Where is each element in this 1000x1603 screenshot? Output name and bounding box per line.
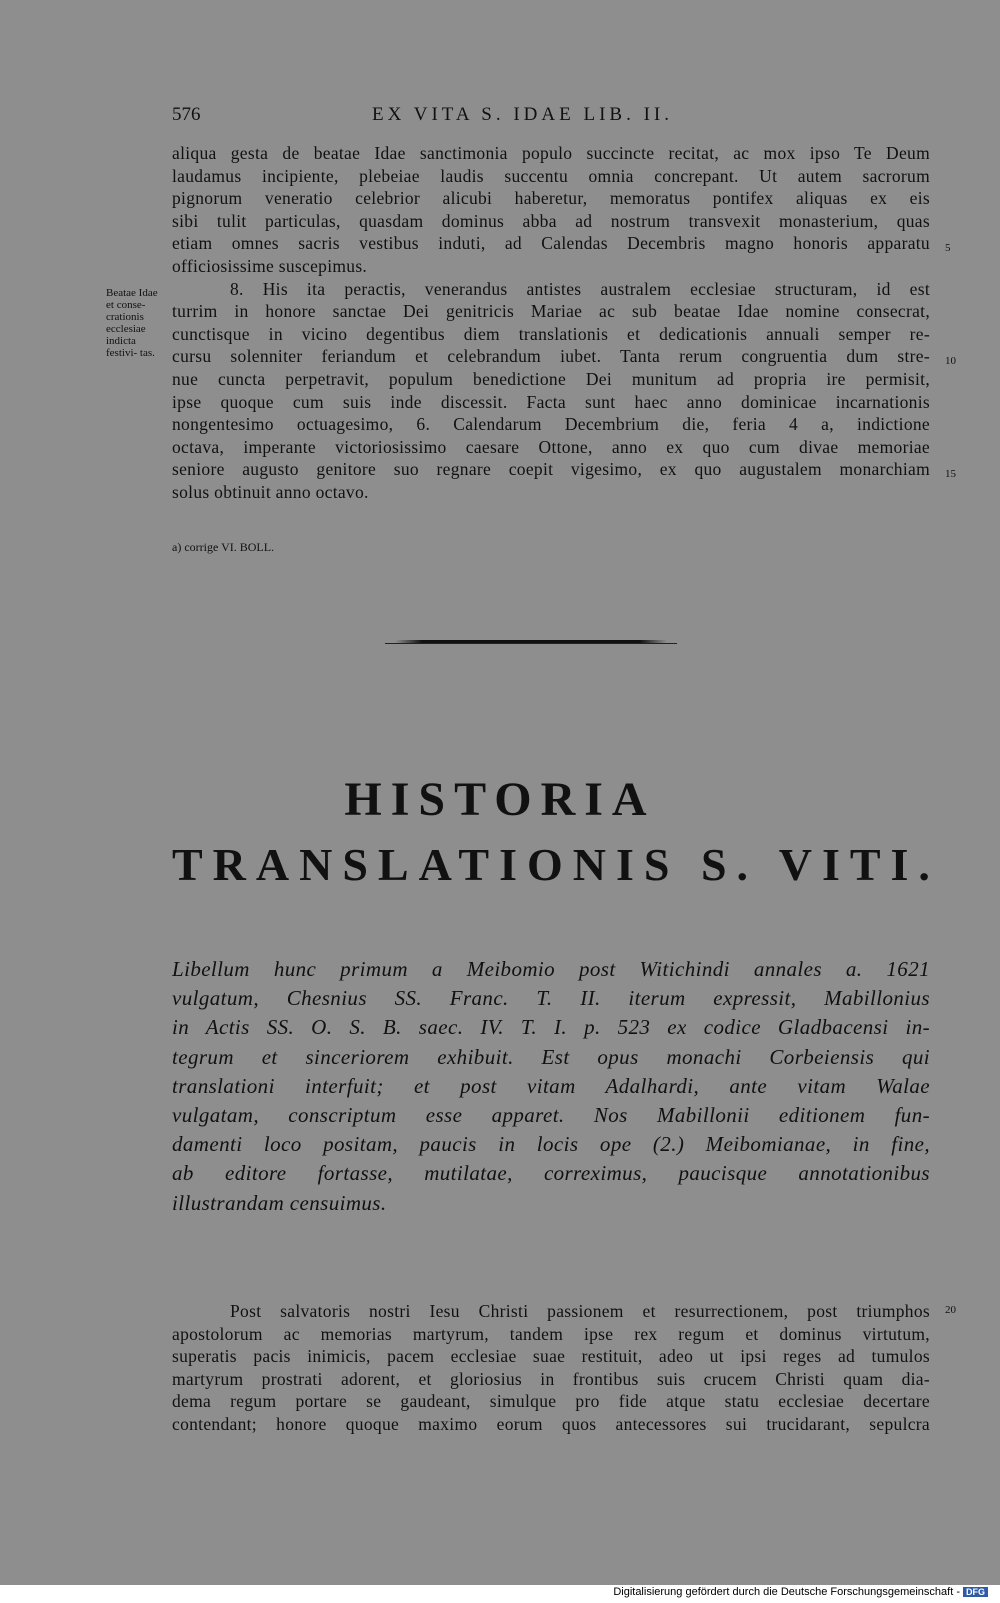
text-line: pignorum veneratio celebrior alicubi haberetur, memoratus pontifex aliquas ex eis [172, 188, 930, 209]
intro-line: translationi interfuit; et post vitam Adalhardi, ante vitam Walae [172, 1073, 930, 1098]
text-line: superatis pacis inimicis, pacem ecclesiae suae restituit, adeo ut ipsi reges ad tumulos [172, 1346, 930, 1367]
intro-line: Libellum hunc primum a Meibomio post Witichindi annales a. 1621 [172, 957, 930, 981]
text-line: cursu solenniter feriandum et celebrandum iubet. Tanta rerum congruentia dum stre- [172, 346, 930, 367]
line-number: 15 [945, 468, 956, 480]
text-line: contendant; honore quoque maximo eorum quos antecessores sui trucidarant, sepulcra [172, 1413, 930, 1434]
text-line: laudamus incipiente, plebeiae laudis succentu omnia concrepant. Ut autem sacrorum [172, 165, 930, 186]
text-line: turrim in honore sanctae Dei genitricis Mariae ac sub beatae Idae nomine consecrat, [172, 301, 930, 322]
intro-paragraph [172, 955, 930, 1218]
funding-credit [613, 1586, 988, 1598]
text-line: octava, imperante victoriosissimo caesare Ottone, anno ex quo cum divae memoriae [172, 436, 930, 457]
section-divider-thin [385, 643, 677, 644]
text-line: nue cuncta perpetravit, populum benedictione Dei munitum ad propria ire permisit, [172, 368, 930, 389]
running-title: EX VITA S. IDAE LIB. II. [372, 104, 673, 125]
intro-line: in Actis SS. O. S. B. saec. IV. T. I. p. 523 ex codice Gladbacensi in- [172, 1015, 930, 1040]
dfg-logo: DFG [963, 1587, 988, 1597]
title-line-2: TRANSLATIONIS S. VITI. [172, 839, 940, 890]
text-line: officiosissime suscepimus. [172, 255, 368, 276]
margin-note: Beatae Idae et conse- crationis ecclesiae indicta festivi- tas. [106, 287, 158, 359]
line-number: 20 [945, 1304, 956, 1316]
text-line: martyrum prostrati adorent, et gloriosius in frontibus suis crucem Christi quam dia- [172, 1368, 930, 1389]
text-line: apostolorum ac memorias martyrum, tandem ipse rex regum et dominus virtutum, [172, 1323, 930, 1344]
intro-line: vulgatum, Chesnius SS. Franc. T. II. iterum expressit, Mabillonius [172, 986, 930, 1011]
text-line: nongentesimo octuagesimo, 6. Calendarum Decembrium die, feria 4 a, indictione [172, 414, 930, 435]
text-line: dema regum portare se gaudeant, simulque pro fide atque statu ecclesiae decertare [172, 1391, 930, 1412]
text-line: cunctisque in vicino degentibus diem translationis et dedicationis annuali semper re- [172, 323, 930, 344]
intro-line: illustrandam censuimus. [172, 1190, 387, 1215]
page-number: 576 [172, 104, 201, 125]
text-line: solus obtinuit anno octavo. [172, 481, 369, 502]
intro-line: ab editore fortasse, mutilatae, correximus, paucisque annotationibus [172, 1161, 930, 1186]
text-line: ipse quoque cum suis inde discessit. Facta sunt haec anno dominicae incarnationis [172, 391, 930, 412]
intro-line: damenti loco positam, paucis in locis ope (2.) Meibomianae, in fine, [172, 1132, 930, 1157]
footnote: a) corrige VI. BOLL. [172, 540, 275, 554]
credit-text: Digitalisierung gefördert durch die Deutsche Forschungsgemeinschaft - [613, 1586, 960, 1598]
text-line: sibi tulit particulas, quasdam dominus abba ad nostrum transvexit monasterium, quas [172, 210, 930, 231]
intro-line: tegrum et sinceriorem exhibuit. Est opus monachi Corbeiensis qui [172, 1044, 930, 1069]
text-line: 8. His ita peractis, venerandus antistes australem ecclesiae structuram, id est [230, 278, 930, 299]
text-line: seniore augusto genitore suo regnare coepit vigesimo, ex quo augustalem monarchiam [172, 459, 930, 480]
line-number: 10 [945, 355, 956, 367]
text-line: aliqua gesta de beatae Idae sanctimonia populo succincte recitat, ac mox ipso Te Deum [172, 143, 930, 163]
line-number: 5 [945, 242, 951, 254]
bottom-text [172, 1300, 930, 1436]
intro-line: vulgatam, conscriptum esse apparet. Nos Mabillonii editionem fun- [172, 1103, 930, 1128]
text-line: etiam omnes sacris vestibus induti, ad Calendas Decembris magno honoris apparatu [172, 233, 930, 254]
title-line-1: HISTORIA [344, 773, 656, 826]
top-text [172, 142, 930, 504]
text-line: Post salvatoris nostri Iesu Christi passionem et resurrectionem, post triumphos [230, 1301, 930, 1321]
